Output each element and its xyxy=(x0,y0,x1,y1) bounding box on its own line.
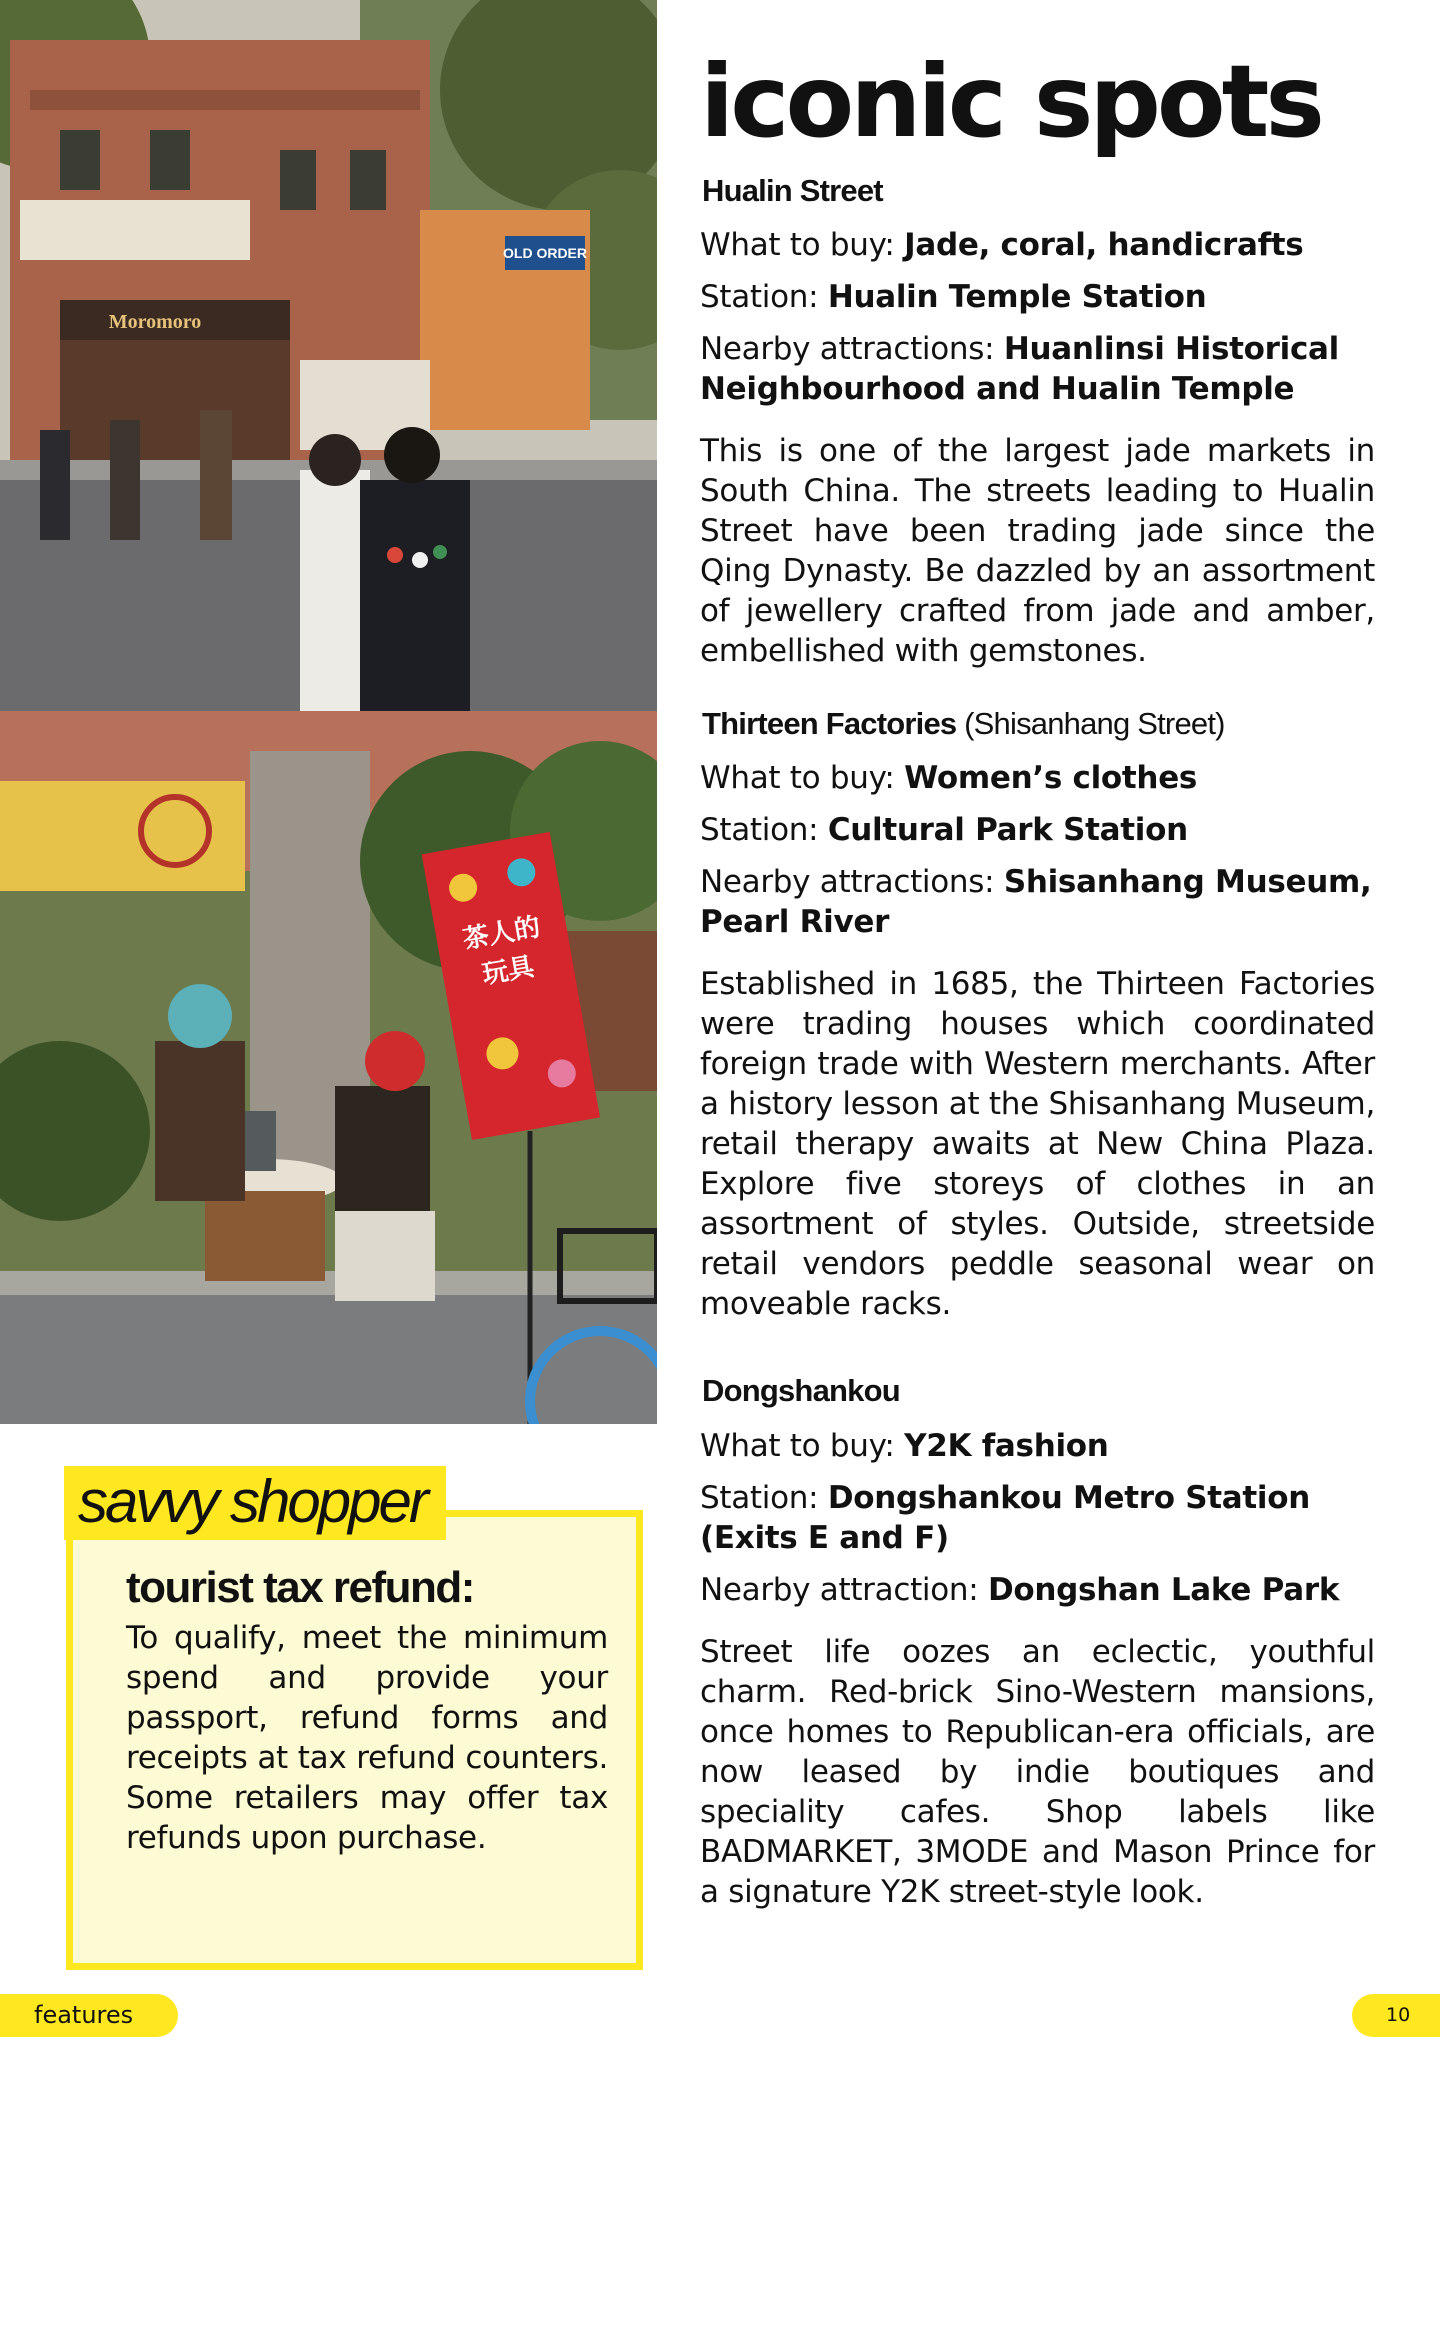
page-title: iconic spots xyxy=(700,43,1321,160)
fact-label: Nearby attractions: xyxy=(700,864,1004,901)
what-to-buy xyxy=(700,225,1375,265)
fact-label: What to buy: xyxy=(700,1427,905,1464)
fact-value: Y2K fashion xyxy=(904,1427,1109,1464)
fact-label: Station: xyxy=(700,1479,828,1516)
callout-body: To qualify, meet the minimum spend and provide your passport, refund forms and receipts at tax refund counters. Some retailers may offer tax refunds upon purchase. xyxy=(126,1620,608,1856)
station xyxy=(700,277,1375,317)
nearby-attractions xyxy=(700,329,1375,409)
spot-hualin-street xyxy=(700,172,1375,671)
spot-description: Established in 1685, the Thirteen Factories were trading houses which coordinated foreign trade with Western merchants. After a history lesson at the Shisanhang Museum, retail therapy awaits at New China Plaza. Explore five storeys of clothes in an assortment of styles. Outside, streetside retail vendors peddle seasonal wear on moveable racks. xyxy=(700,966,1375,1323)
spot-name-main: Dongshankou xyxy=(702,1373,900,1409)
fact-value: Women’s clothes xyxy=(904,760,1198,797)
station xyxy=(700,1478,1375,1558)
old-order-sign: OLD ORDER xyxy=(503,245,587,261)
fact-value: Shisanhang Museum, Pearl River xyxy=(700,864,1372,941)
station xyxy=(700,810,1375,850)
callout-tag: savvy shopper xyxy=(64,1466,446,1540)
fact-label: Station: xyxy=(700,279,828,316)
savvy-shopper-callout xyxy=(66,1466,643,2346)
hualin-street-photo xyxy=(0,0,657,711)
fact-value: Cultural Park Station xyxy=(827,812,1188,849)
callout-heading: tourist tax refund: xyxy=(126,1563,474,1612)
spot-name-main: Hualin Street xyxy=(702,173,883,208)
spot-thirteen-factories xyxy=(700,705,1375,1324)
spot-name xyxy=(702,172,1375,209)
fact-label: Station: xyxy=(700,812,828,849)
spot-description: Street life oozes an eclectic, youthful charm. Red-brick Sino-Western mansions, once homes to Republican-era officials, are now leased by indie boutiques and speciality cafes. Shop labels like BADMARKET, 3MODE and Mason Prince for a signature Y2K street-style look. xyxy=(700,1633,1375,1910)
what-to-buy xyxy=(700,758,1375,798)
fact-value: Dongshan Lake Park xyxy=(987,1571,1340,1608)
fact-label: Nearby attractions: xyxy=(700,331,1004,368)
fact-label: What to buy: xyxy=(700,227,905,264)
what-to-buy xyxy=(700,1426,1375,1466)
fact-value: Jade, coral, handicrafts xyxy=(904,227,1304,264)
spot-name xyxy=(702,1372,1375,1409)
fact-value: Huanlinsi Historical Neighbourhood and Hualin Temple xyxy=(700,331,1339,408)
fact-label: What to buy: xyxy=(700,760,905,797)
spot-name-suffix: (Shisanhang Street) xyxy=(956,706,1225,742)
spot-name xyxy=(702,705,1375,742)
tea-vendor-photo xyxy=(0,711,657,1424)
fact-value: Hualin Temple Station xyxy=(827,279,1207,316)
moromoro-sign: Moromoro xyxy=(108,311,202,333)
content-column xyxy=(700,43,1375,1912)
fact-value: Dongshankou Metro Station (Exits E and F) xyxy=(700,1479,1311,1556)
spot-name-main: Thirteen Factories xyxy=(702,706,957,742)
tea-board-text-2: 玩具 xyxy=(480,951,537,991)
page-number: 10 xyxy=(1352,1994,1440,2037)
spot-dongshankou xyxy=(700,1372,1375,1911)
fact-label: Nearby attraction: xyxy=(700,1571,988,1608)
nearby-attractions xyxy=(700,862,1375,942)
section-tag: features xyxy=(0,1994,178,2037)
tea-board-text-1: 茶人的 xyxy=(460,912,543,956)
nearby-attraction xyxy=(700,1570,1375,1610)
spot-description: This is one of the largest jade markets in South China. The streets leading to Hualin Street have been trading jade since the Qing Dynasty. Be dazzled by an assortment of jewellery crafted from jade and amber, embellished with gemstones. xyxy=(700,433,1375,670)
